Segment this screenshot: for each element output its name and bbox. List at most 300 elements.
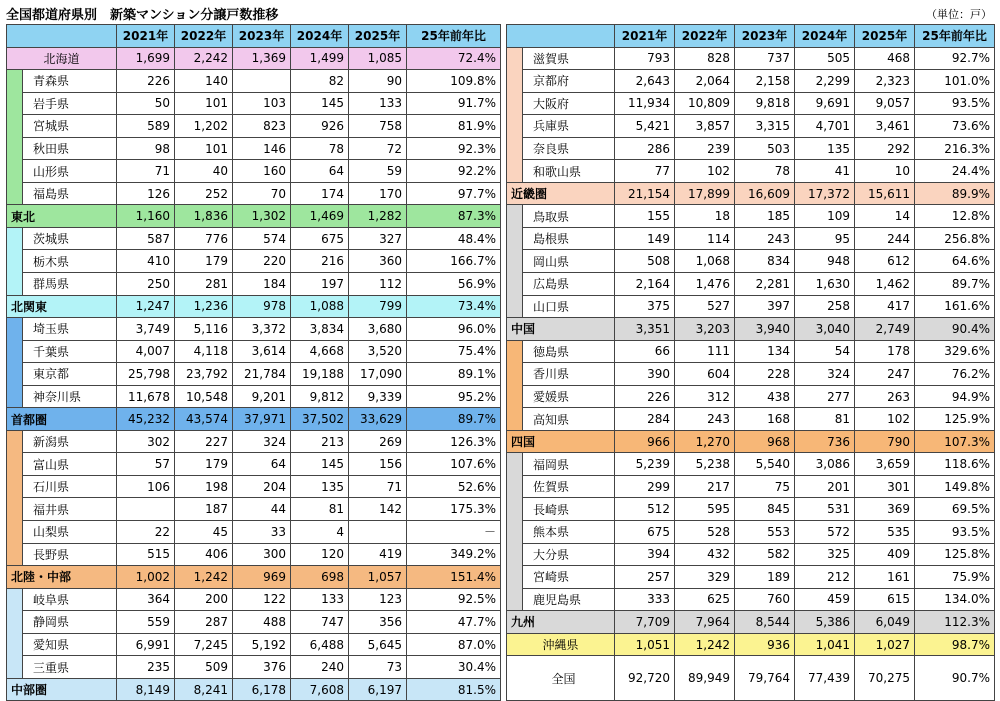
value-cell: 134.0% — [915, 588, 995, 611]
value-cell: 1,057 — [349, 566, 407, 589]
value-cell: 59 — [349, 160, 407, 183]
value-cell: 64 — [291, 160, 349, 183]
value-cell: 397 — [735, 295, 795, 318]
value-cell: 44 — [233, 498, 291, 521]
table-row — [7, 453, 501, 476]
value-cell: 73 — [349, 656, 407, 679]
value-cell: 204 — [233, 475, 291, 498]
value-cell: 133 — [349, 92, 407, 115]
value-cell: 3,614 — [233, 340, 291, 363]
value-cell: 438 — [735, 385, 795, 408]
value-cell: 70 — [233, 182, 291, 205]
value-cell: 56.9% — [407, 273, 501, 296]
table-row — [7, 633, 501, 656]
value-cell: 329 — [675, 566, 735, 589]
value-cell: 7,709 — [615, 611, 675, 634]
table-row — [7, 318, 501, 341]
value-cell: 106 — [117, 475, 175, 498]
value-cell: 185 — [735, 205, 795, 228]
value-cell: 936 — [735, 633, 795, 656]
prefecture-name: 兵庫県 — [523, 115, 615, 138]
value-cell: 89,949 — [675, 656, 735, 701]
value-cell: 244 — [855, 227, 915, 250]
value-cell: 758 — [349, 115, 407, 138]
value-cell: 375 — [615, 295, 675, 318]
value-cell: 9,339 — [349, 385, 407, 408]
table-row — [507, 408, 995, 431]
prefecture-name: 鳥取県 — [523, 205, 615, 228]
header-corner — [7, 25, 117, 48]
value-cell: 966 — [615, 430, 675, 453]
value-cell: 78 — [735, 160, 795, 183]
value-cell: 1,476 — [675, 273, 735, 296]
value-cell: 226 — [615, 385, 675, 408]
value-cell: 174 — [291, 182, 349, 205]
value-cell: 142 — [349, 498, 407, 521]
value-cell: 70,275 — [855, 656, 915, 701]
column-header: 2022年 — [675, 25, 735, 48]
value-cell: 3,372 — [233, 318, 291, 341]
value-cell: 19,188 — [291, 363, 349, 386]
value-cell: 7,608 — [291, 678, 349, 701]
value-cell: 6,049 — [855, 611, 915, 634]
value-cell: 675 — [291, 227, 349, 250]
prefecture-name: 埼玉県 — [23, 318, 117, 341]
value-cell: 140 — [175, 70, 233, 93]
prefecture-name: 秋田県 — [23, 137, 117, 160]
prefecture-name: 福島県 — [23, 182, 117, 205]
column-header: 2023年 — [735, 25, 795, 48]
header-row — [507, 25, 995, 48]
prefecture-name: 鹿児島県 — [523, 588, 615, 611]
region-name: 中国 — [507, 318, 615, 341]
value-cell — [117, 498, 175, 521]
table-row — [7, 137, 501, 160]
value-cell: 349.2% — [407, 543, 501, 566]
value-cell: 21,154 — [615, 182, 675, 205]
value-cell: 126 — [117, 182, 175, 205]
value-cell: 3,520 — [349, 340, 407, 363]
value-cell: 508 — [615, 250, 675, 273]
value-cell: 10,809 — [675, 92, 735, 115]
value-cell: 3,040 — [795, 318, 855, 341]
subtotal-row — [507, 430, 995, 453]
table-row — [7, 115, 501, 138]
value-cell: 9,812 — [291, 385, 349, 408]
value-cell: 87.3% — [407, 205, 501, 228]
value-cell: 189 — [735, 566, 795, 589]
value-cell: 43,574 — [175, 408, 233, 431]
subtotal-row — [7, 566, 501, 589]
value-cell: 145 — [291, 92, 349, 115]
header-corner — [507, 25, 615, 48]
value-cell: 406 — [175, 543, 233, 566]
value-cell: 3,203 — [675, 318, 735, 341]
value-cell: 589 — [117, 115, 175, 138]
value-cell: 6,991 — [117, 633, 175, 656]
value-cell: 301 — [855, 475, 915, 498]
value-cell: 123 — [349, 588, 407, 611]
value-cell: 109.8% — [407, 70, 501, 93]
prefecture-name: 千葉県 — [23, 340, 117, 363]
value-cell: 6,178 — [233, 678, 291, 701]
value-cell: 7,245 — [175, 633, 233, 656]
value-cell: 503 — [735, 137, 795, 160]
value-cell: 1,027 — [855, 633, 915, 656]
value-cell: 419 — [349, 543, 407, 566]
value-cell: 527 — [675, 295, 735, 318]
region-name: 首都圏 — [7, 408, 117, 431]
prefecture-name: 山口県 — [523, 295, 615, 318]
value-cell: 92.2% — [407, 160, 501, 183]
value-cell: 277 — [795, 385, 855, 408]
value-cell: 845 — [735, 498, 795, 521]
value-cell: 390 — [615, 363, 675, 386]
region-name: 九州 — [507, 611, 615, 634]
subtotal-row — [7, 205, 501, 228]
table-row — [7, 521, 501, 544]
value-cell: 799 — [349, 295, 407, 318]
value-cell: 5,116 — [175, 318, 233, 341]
value-cell: 89.7% — [915, 273, 995, 296]
value-cell: 89.9% — [915, 182, 995, 205]
value-cell: 17,372 — [795, 182, 855, 205]
prefecture-name: 三重県 — [23, 656, 117, 679]
value-cell: 9,201 — [233, 385, 291, 408]
value-cell: 459 — [795, 588, 855, 611]
value-cell: 79,764 — [735, 656, 795, 701]
value-cell: 16,609 — [735, 182, 795, 205]
value-cell: 41 — [795, 160, 855, 183]
unit-label: （単位：戸） — [926, 8, 992, 21]
region-name: 四国 — [507, 430, 615, 453]
value-cell: 75.4% — [407, 340, 501, 363]
value-cell: 125.8% — [915, 543, 995, 566]
value-cell: 54 — [795, 340, 855, 363]
value-cell: 299 — [615, 475, 675, 498]
table-row — [7, 182, 501, 205]
value-cell: 4 — [291, 521, 349, 544]
prefecture-name: 高知県 — [523, 408, 615, 431]
column-header: 25年前年比 — [407, 25, 501, 48]
value-cell: 48.4% — [407, 227, 501, 250]
value-cell: 201 — [795, 475, 855, 498]
value-cell: 226 — [117, 70, 175, 93]
value-cell: 512 — [615, 498, 675, 521]
region-band — [507, 340, 523, 430]
value-cell: 1,085 — [349, 47, 407, 70]
table-row — [507, 160, 995, 183]
value-cell: 587 — [117, 227, 175, 250]
region-band — [7, 588, 23, 678]
value-cell: 793 — [615, 47, 675, 70]
value-cell: 187 — [175, 498, 233, 521]
value-cell: 828 — [675, 47, 735, 70]
value-cell: 69.5% — [915, 498, 995, 521]
value-cell: 528 — [675, 521, 735, 544]
column-header: 2021年 — [615, 25, 675, 48]
value-cell: 625 — [675, 588, 735, 611]
prefecture-name: 香川県 — [523, 363, 615, 386]
value-cell: 37,971 — [233, 408, 291, 431]
prefecture-name: 大阪府 — [523, 92, 615, 115]
value-cell: 156 — [349, 453, 407, 476]
region-band — [7, 227, 23, 295]
table-row — [7, 475, 501, 498]
value-cell: 5,540 — [735, 453, 795, 476]
table-row — [507, 566, 995, 589]
value-cell: 11,934 — [615, 92, 675, 115]
region-band — [7, 430, 23, 565]
value-cell: 2,749 — [855, 318, 915, 341]
value-cell: 3,749 — [117, 318, 175, 341]
value-cell: 212 — [795, 566, 855, 589]
value-cell: 81 — [795, 408, 855, 431]
value-cell: 94.9% — [915, 385, 995, 408]
prefecture-name: 島根県 — [523, 227, 615, 250]
value-cell: 553 — [735, 521, 795, 544]
value-cell: 505 — [795, 47, 855, 70]
value-cell: 286 — [615, 137, 675, 160]
value-cell: 90.7% — [915, 656, 995, 701]
value-cell: 160 — [233, 160, 291, 183]
value-cell: 302 — [117, 430, 175, 453]
subtotal-row — [7, 295, 501, 318]
value-cell: 4,701 — [795, 115, 855, 138]
table-row — [7, 273, 501, 296]
value-cell: 109 — [795, 205, 855, 228]
value-cell: 21,784 — [233, 363, 291, 386]
value-cell: 978 — [233, 295, 291, 318]
value-cell: 698 — [291, 566, 349, 589]
table-row — [507, 137, 995, 160]
value-cell: 409 — [855, 543, 915, 566]
value-cell: 91.7% — [407, 92, 501, 115]
value-cell: 737 — [735, 47, 795, 70]
value-cell: 235 — [117, 656, 175, 679]
value-cell: 1,202 — [175, 115, 233, 138]
value-cell: 17,090 — [349, 363, 407, 386]
value-cell: 78 — [291, 137, 349, 160]
value-cell: 329.6% — [915, 340, 995, 363]
value-cell: 197 — [291, 273, 349, 296]
value-cell: 92,720 — [615, 656, 675, 701]
value-cell: 71 — [117, 160, 175, 183]
value-cell: 146 — [233, 137, 291, 160]
prefecture-name: 大分県 — [523, 543, 615, 566]
value-cell: 531 — [795, 498, 855, 521]
value-cell: 216 — [291, 250, 349, 273]
prefecture-name: 宮城県 — [23, 115, 117, 138]
value-cell: 281 — [175, 273, 233, 296]
value-cell: 1,462 — [855, 273, 915, 296]
total-row — [507, 656, 995, 701]
value-cell: 5,192 — [233, 633, 291, 656]
value-cell: 969 — [233, 566, 291, 589]
value-cell: 324 — [795, 363, 855, 386]
value-cell: 17,899 — [675, 182, 735, 205]
value-cell: 64.6% — [915, 250, 995, 273]
column-header: 2024年 — [795, 25, 855, 48]
value-cell: 736 — [795, 430, 855, 453]
column-header: 2024年 — [291, 25, 349, 48]
value-cell: 102 — [855, 408, 915, 431]
value-cell: 200 — [175, 588, 233, 611]
region-band — [7, 318, 23, 408]
value-cell: 834 — [735, 250, 795, 273]
column-header: 2025年 — [349, 25, 407, 48]
table-row — [7, 250, 501, 273]
value-cell: 90 — [349, 70, 407, 93]
value-cell: 166.7% — [407, 250, 501, 273]
prefecture-name: 福岡県 — [523, 453, 615, 476]
value-cell — [349, 521, 407, 544]
table-row — [7, 430, 501, 453]
prefecture-name: 富山県 — [23, 453, 117, 476]
table-row — [7, 363, 501, 386]
value-cell: 747 — [291, 611, 349, 634]
value-cell: 122 — [233, 588, 291, 611]
value-cell — [233, 70, 291, 93]
table-row — [507, 295, 995, 318]
value-cell: 509 — [175, 656, 233, 679]
prefecture-name: 東京都 — [23, 363, 117, 386]
value-cell: 103 — [233, 92, 291, 115]
prefecture-name: 石川県 — [23, 475, 117, 498]
table-row — [507, 588, 995, 611]
table-row — [507, 498, 995, 521]
table-row — [507, 385, 995, 408]
prefecture-name: 宮崎県 — [523, 566, 615, 589]
value-cell: 6,197 — [349, 678, 407, 701]
region-band — [507, 205, 523, 318]
value-cell: 3,680 — [349, 318, 407, 341]
value-cell: 8,241 — [175, 678, 233, 701]
value-cell: 90.4% — [915, 318, 995, 341]
value-cell: 8,149 — [117, 678, 175, 701]
value-cell: 4,007 — [117, 340, 175, 363]
value-cell: 81.5% — [407, 678, 501, 701]
value-cell: 151.4% — [407, 566, 501, 589]
value-cell: 23,792 — [175, 363, 233, 386]
value-cell: 1,302 — [233, 205, 291, 228]
value-cell: 535 — [855, 521, 915, 544]
subtotal-row — [7, 678, 501, 701]
prefecture-name: 佐賀県 — [523, 475, 615, 498]
prefecture-name: 広島県 — [523, 273, 615, 296]
value-cell: 47.7% — [407, 611, 501, 634]
value-cell: 926 — [291, 115, 349, 138]
value-cell: 198 — [175, 475, 233, 498]
prefecture-name: 神奈川県 — [23, 385, 117, 408]
value-cell: 776 — [175, 227, 233, 250]
value-cell: 87.0% — [407, 633, 501, 656]
table-row — [7, 543, 501, 566]
value-cell: 71 — [349, 475, 407, 498]
table-row — [507, 363, 995, 386]
value-cell: 3,086 — [795, 453, 855, 476]
value-cell: 175.3% — [407, 498, 501, 521]
value-cell: 22 — [117, 521, 175, 544]
value-cell: 15,611 — [855, 182, 915, 205]
value-cell: 14 — [855, 205, 915, 228]
value-cell: 8,544 — [735, 611, 795, 634]
value-cell: 126.3% — [407, 430, 501, 453]
prefecture-name: 群馬県 — [23, 273, 117, 296]
region-name: 東北 — [7, 205, 117, 228]
value-cell: 1,369 — [233, 47, 291, 70]
value-cell: 5,645 — [349, 633, 407, 656]
value-cell: 50 — [117, 92, 175, 115]
table-row — [507, 273, 995, 296]
value-cell: 227 — [175, 430, 233, 453]
value-cell: 216.3% — [915, 137, 995, 160]
value-cell: 250 — [117, 273, 175, 296]
value-cell: 1,236 — [175, 295, 233, 318]
value-cell: 82 — [291, 70, 349, 93]
value-cell: 325 — [795, 543, 855, 566]
value-cell: 149.8% — [915, 475, 995, 498]
value-cell: 760 — [735, 588, 795, 611]
value-cell: 3,940 — [735, 318, 795, 341]
region-name: 北関東 — [7, 295, 117, 318]
prefecture-name: 山梨県 — [23, 521, 117, 544]
subtotal-row — [7, 408, 501, 431]
prefecture-name: 和歌山県 — [523, 160, 615, 183]
value-cell: 135 — [291, 475, 349, 498]
prefecture-name: 静岡県 — [23, 611, 117, 634]
table-row — [507, 70, 995, 93]
region-band — [507, 47, 523, 182]
value-cell: 394 — [615, 543, 675, 566]
value-cell: 101 — [175, 137, 233, 160]
prefecture-name: 長野県 — [23, 543, 117, 566]
value-cell: 257 — [615, 566, 675, 589]
value-cell: 515 — [117, 543, 175, 566]
prefecture-name: 栃木県 — [23, 250, 117, 273]
prefecture-name: 北海道 — [7, 47, 117, 70]
left-table — [6, 24, 501, 701]
value-cell: 1,499 — [291, 47, 349, 70]
value-cell: 112.3% — [915, 611, 995, 634]
value-cell: 168 — [735, 408, 795, 431]
subtotal-row — [507, 611, 995, 634]
value-cell: 2,164 — [615, 273, 675, 296]
value-cell: 98.7% — [915, 633, 995, 656]
value-cell: 615 — [855, 588, 915, 611]
table-row — [7, 70, 501, 93]
value-cell: 410 — [117, 250, 175, 273]
value-cell: 240 — [291, 656, 349, 679]
value-cell: 1,041 — [795, 633, 855, 656]
prefecture-name: 青森県 — [23, 70, 117, 93]
value-cell: 89.7% — [407, 408, 501, 431]
table-row — [7, 340, 501, 363]
prefecture-name: 茨城県 — [23, 227, 117, 250]
value-cell: 2,323 — [855, 70, 915, 93]
value-cell: 9,691 — [795, 92, 855, 115]
value-cell: 968 — [735, 430, 795, 453]
prefecture-name: 奈良県 — [523, 137, 615, 160]
value-cell: 239 — [675, 137, 735, 160]
value-cell: 432 — [675, 543, 735, 566]
value-cell: 3,857 — [675, 115, 735, 138]
right-table — [506, 24, 995, 701]
column-header: 2022年 — [175, 25, 233, 48]
value-cell: 247 — [855, 363, 915, 386]
region-band — [7, 70, 23, 205]
value-cell: 5,238 — [675, 453, 735, 476]
